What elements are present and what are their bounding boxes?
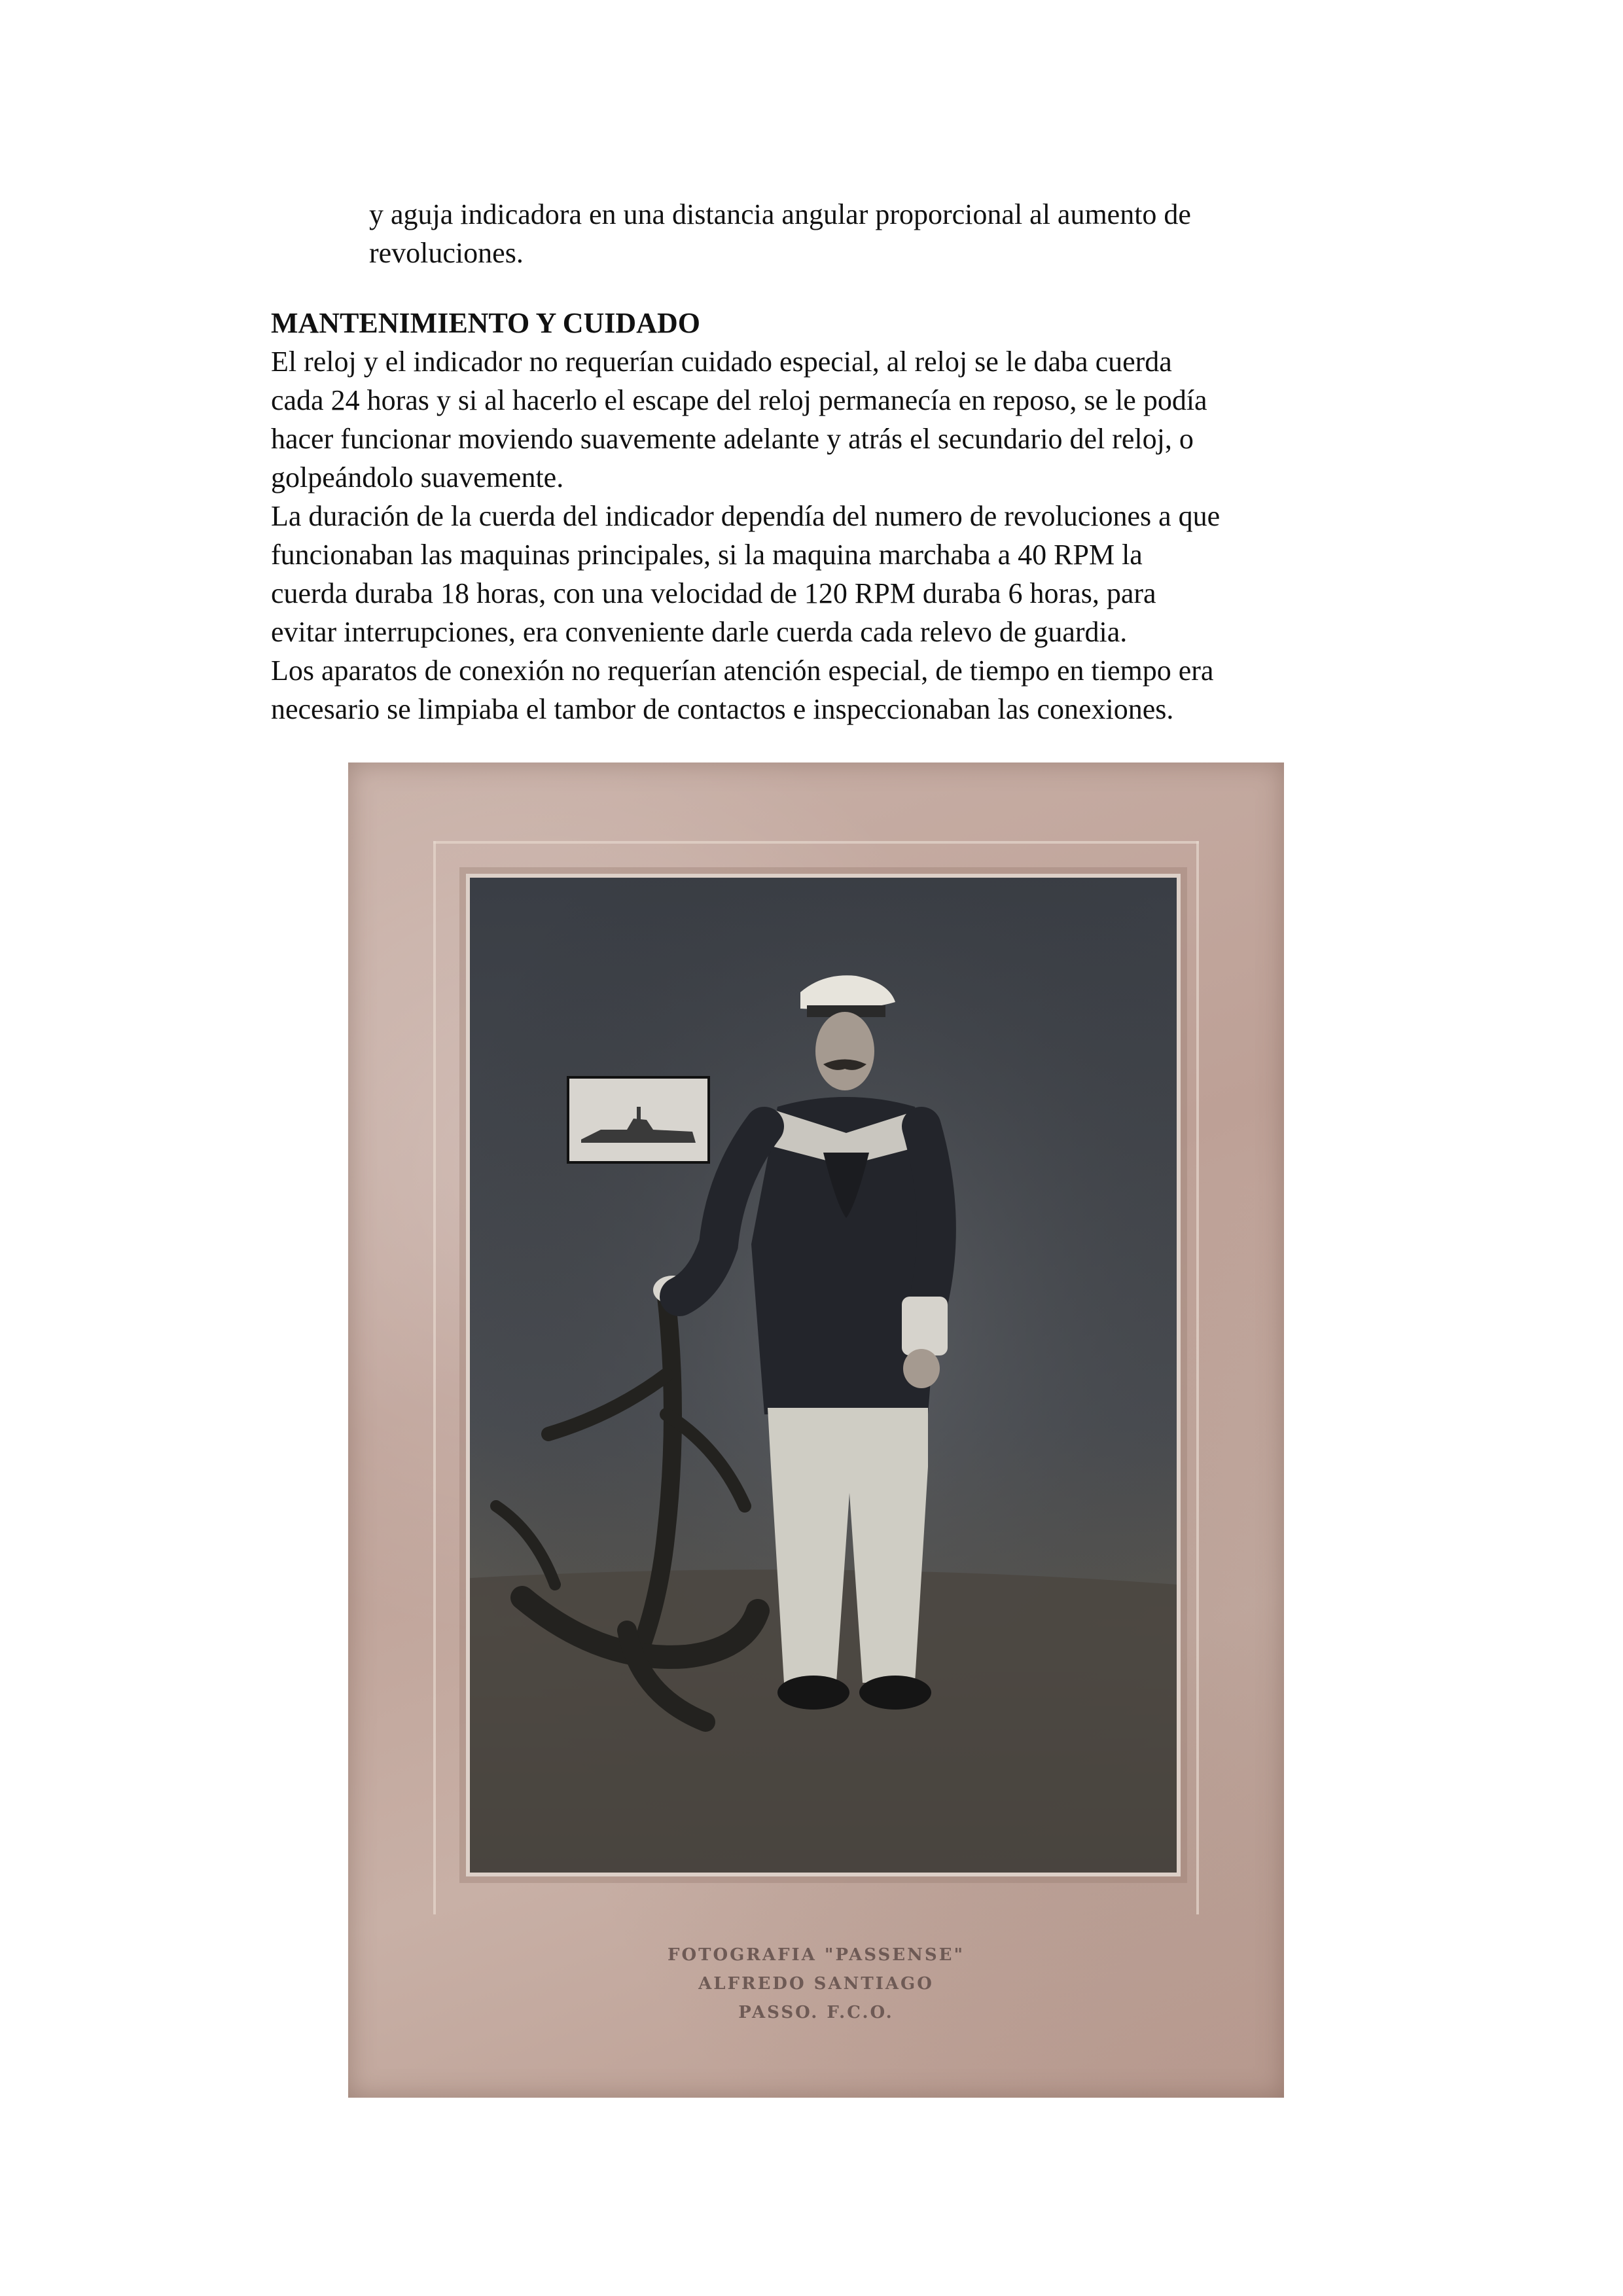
paragraph-line: cuerda duraba 18 horas, con una velocidad de 120 RPM duraba 6 horas, para [271,577,1156,609]
paragraph-line: El reloj y el indicador no requerían cuidado especial, al reloj se le daba cuerda [271,346,1172,378]
intro-paragraph [369,195,1370,272]
ship-picture [568,1077,709,1162]
paragraph-line: evitar interrupciones, era conveniente darle cuerda cada relevo de guardia. [271,616,1128,648]
paragraph-line: funcionaban las maquinas principales, si la maquina marchaba a 40 RPM la [271,539,1143,571]
paragraph-line: necesario se limpiaba el tambor de contactos e inspeccionaban las conexiones. [271,693,1174,725]
imprint-location: PASSO. F.C.O. [738,2003,894,2022]
paragraph-maintenance [271,342,1370,497]
intro-line-2: revoluciones. [369,237,524,269]
sailor-photograph [466,874,1181,1876]
paragraph-line: Los aparatos de conexión no requerían atención especial, de tiempo en tiempo era [271,655,1214,687]
paragraph-winding [271,497,1370,651]
imprint-studio: FOTOGRAFIA "PASSENSE" [667,1945,965,1965]
photographer-imprint [348,1941,1284,2027]
photograph-image [470,878,1177,1873]
paragraph-line: hacer funcionar moviendo suavemente adelante y atrás el secundario del reloj, o [271,423,1194,455]
intro-line-1: y aguja indicadora en una distancia angular proporcional al aumento de [369,198,1191,230]
paragraph-connections [271,651,1370,728]
paragraph-line: golpeándolo suavemente. [271,461,564,493]
section-heading: MANTENIMIENTO Y CUIDADO [271,307,700,339]
photo-card-mount [348,762,1284,2098]
paragraph-line: cada 24 horas y si al hacerlo el escape del reloj permanecía en reposo, se le podía [271,384,1207,416]
imprint-photographer: ALFREDO SANTIAGO [698,1974,934,1994]
paragraph-line: La duración de la cuerda del indicador dependía del numero de revoluciones a que [271,500,1221,532]
